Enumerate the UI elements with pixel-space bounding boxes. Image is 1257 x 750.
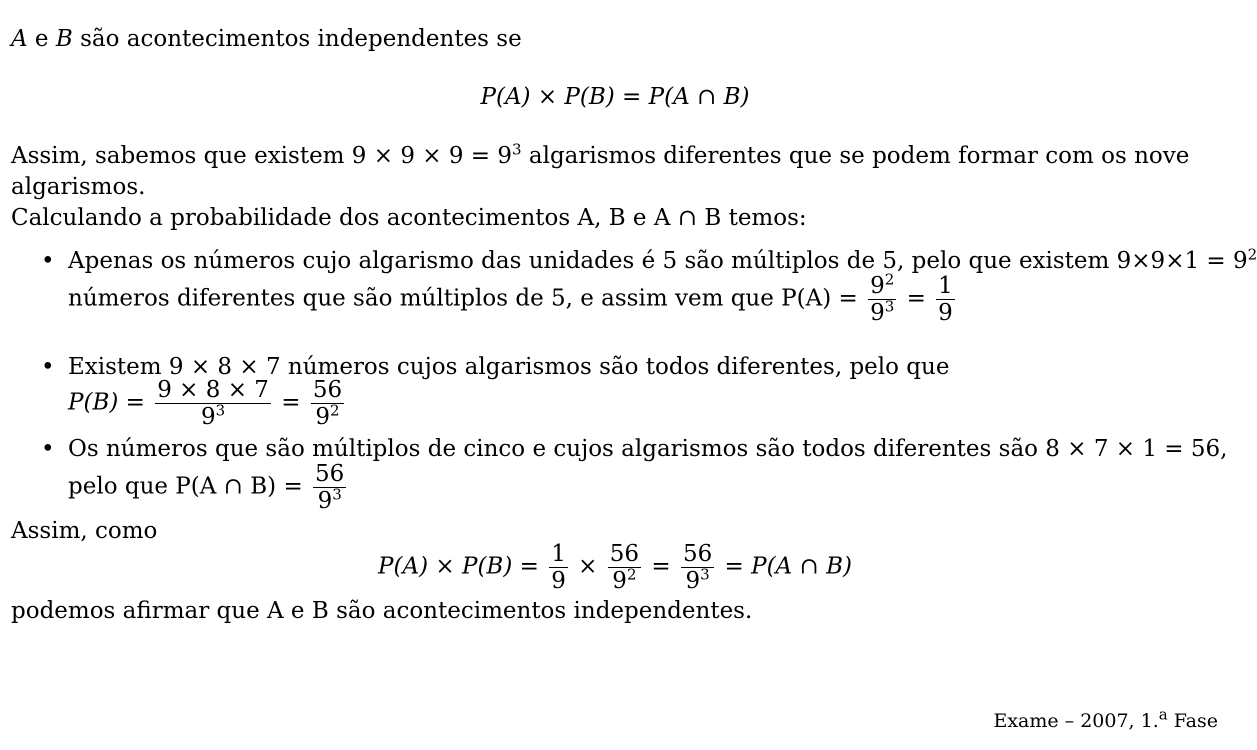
bullet-icon: •: [41, 436, 55, 462]
var-b: B: [55, 26, 73, 52]
list-item-ab: [11, 434, 1228, 514]
final-rhs: = P(A ∩ B): [717, 553, 852, 580]
calc-line: Calculando a probabilidade dos acontecimentos A, B e A ∩ B temos:: [11, 205, 807, 231]
equals-sign: =: [273, 389, 308, 416]
assim-text-2: algarismos diferentes que se podem formar com os nove: [521, 143, 1190, 169]
source-ordinal: a: [1158, 705, 1168, 724]
assim-exponent: 3: [512, 140, 522, 159]
bullet-icon: •: [41, 248, 55, 274]
b1-text-2: números diferentes que são múltiplos de 5, e assim vem que P(A) =: [68, 285, 866, 312]
source-text: Exame – 2007, 1.: [993, 710, 1159, 732]
var-a: A: [11, 26, 28, 52]
fraction-92-93: $\frac{9^2}{9^3}$: [870, 270, 895, 326]
final-formula: [11, 541, 1219, 594]
assim-paragraph: [11, 141, 1219, 234]
intro-and: e: [27, 26, 56, 52]
independence-formula: P(A) × P(B) = P(A ∩ B): [480, 84, 750, 110]
b2-pb: P(B) =: [68, 389, 153, 416]
source-reference: [993, 706, 1218, 737]
b1-exp: 2: [1247, 245, 1257, 264]
equals-sign: =: [899, 285, 934, 312]
b1-text-1: Apenas os números cujo algarismo das unidades é 5 são múltiplos de 5, pelo que existem 9×9×1 = 9: [68, 248, 1248, 274]
assim-como-line: Assim, como: [11, 518, 158, 544]
bullet-icon: •: [41, 354, 55, 380]
list-item-a: [11, 245, 1257, 326]
assim-text-1: Assim, sabemos que existem 9 × 9 × 9 = 9: [11, 143, 513, 169]
source-phase: Fase: [1167, 710, 1218, 732]
probability-list: [11, 245, 1257, 514]
fraction-1-9: $\frac{1}{9}$: [551, 541, 566, 594]
equals-sign: =: [644, 553, 678, 580]
list-item-b: [11, 352, 1219, 430]
intro-line: [11, 24, 1219, 55]
fraction-56-92: $\frac{56}{9^2}$: [312, 377, 343, 430]
assim-line-2: algarismos.: [11, 174, 146, 200]
assim-line-1: [11, 141, 1219, 172]
times-sign: ×: [570, 553, 605, 580]
intro-text: são acontecimentos independentes se: [72, 26, 522, 52]
conclusion-line: podemos afirmar que A e B são acontecimentos independentes.: [11, 598, 753, 624]
fraction-987-93: $\frac{9 \times 8 \times 7}{9^3}$: [157, 377, 269, 430]
fraction-56-93: $\frac{56}{9^3}$: [315, 461, 345, 514]
b3-line-1: Os números que são múltiplos de cinco e cujos algarismos são todos diferentes são 8 × 7 × 1 = 56,: [68, 436, 1228, 462]
b3-line-2: [68, 461, 1219, 514]
b1-line-2: [68, 270, 1219, 326]
b2-line-2: [68, 377, 1219, 430]
fraction-56-93: $\frac{56}{9^3}$: [682, 541, 713, 594]
b3-text-2: pelo que P(A ∩ B) =: [68, 473, 311, 500]
fraction-56-92: $\frac{56}{9^2}$: [609, 541, 640, 594]
final-lhs: P(A) × P(B) =: [378, 553, 547, 580]
b2-line-1: Existem 9 × 8 × 7 números cujos algarismos são todos diferentes, pelo que: [68, 354, 950, 380]
fraction-1-9: $\frac{1}{9}$: [938, 273, 953, 326]
document-body: [11, 24, 1257, 627]
